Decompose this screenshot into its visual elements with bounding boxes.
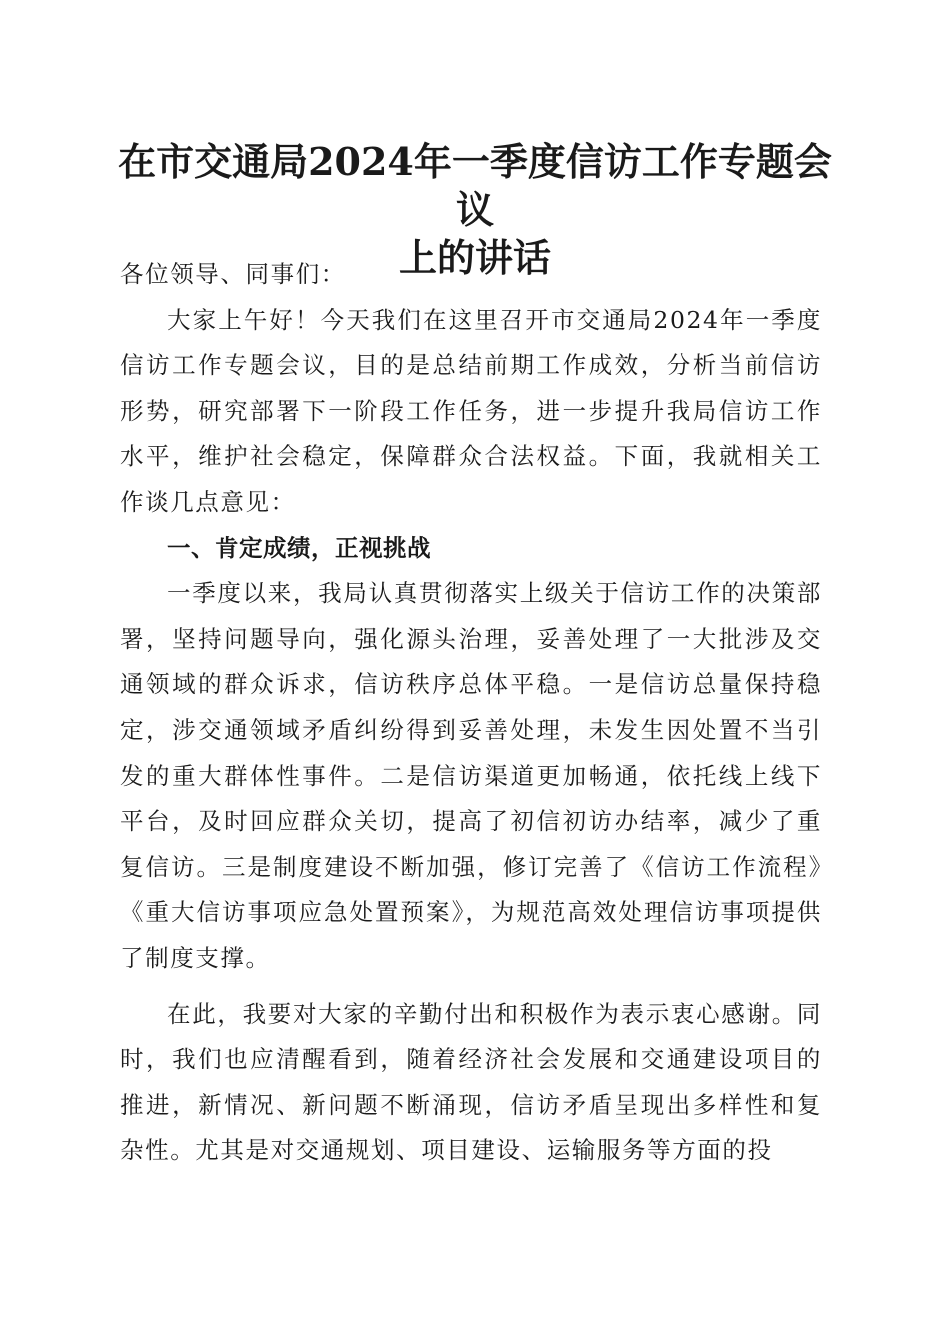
section-heading-1: 一、肯定成绩，正视挑战 (167, 533, 431, 562)
title-line-2: 上的讲话 (398, 235, 551, 280)
title-line-1: 在市交通局2024年一季度信访工作专题会议 (118, 139, 832, 232)
paragraph-challenges: 在此，我要对大家的辛勤付出和积极作为表示衷心感谢。同时，我们也应清醒看到，随着经济社会发展和交通建设项目的推进，新情况、新问题不断涌现，信访矛盾呈现出多样性和复杂性。尤其是对交通规划、项目建设、运输服务等方面的投 (120, 999, 822, 1165)
paragraph-opening: 大家上午好！今天我们在这里召开市交通局2024年一季度信访工作专题会议，目的是总结前期工作成效，分析当前信访形势，研究部署下一阶段工作任务，进一步提升我局信访工作水平，维护社会稳定，保障群众合法权益。下面，我就相关工作谈几点意见： (120, 305, 822, 516)
salutation: 各位领导、同事们： (120, 260, 346, 288)
document-body (120, 252, 822, 1174)
paragraph-achievements: 一季度以来，我局认真贯彻落实上级关于信访工作的决策部署，坚持问题导向，强化源头治理，妥善处理了一大批涉及交通领域的群众诉求，信访秩序总体平稳。一是信访总量保持稳定，涉交通领域矛盾纠纷得到妥善处理，未发生因处置不当引发的重大群体性事件。二是信访渠道更加畅通，依托线上线下平台，及时回应群众关切，提高了初信初访办结率，减少了重复信访。三是制度建设不断加强，修订完善了《信访工作流程》《重大信访事项应急处置预案》，为规范高效处理信访事项提供了制度支撑。 (120, 579, 822, 972)
